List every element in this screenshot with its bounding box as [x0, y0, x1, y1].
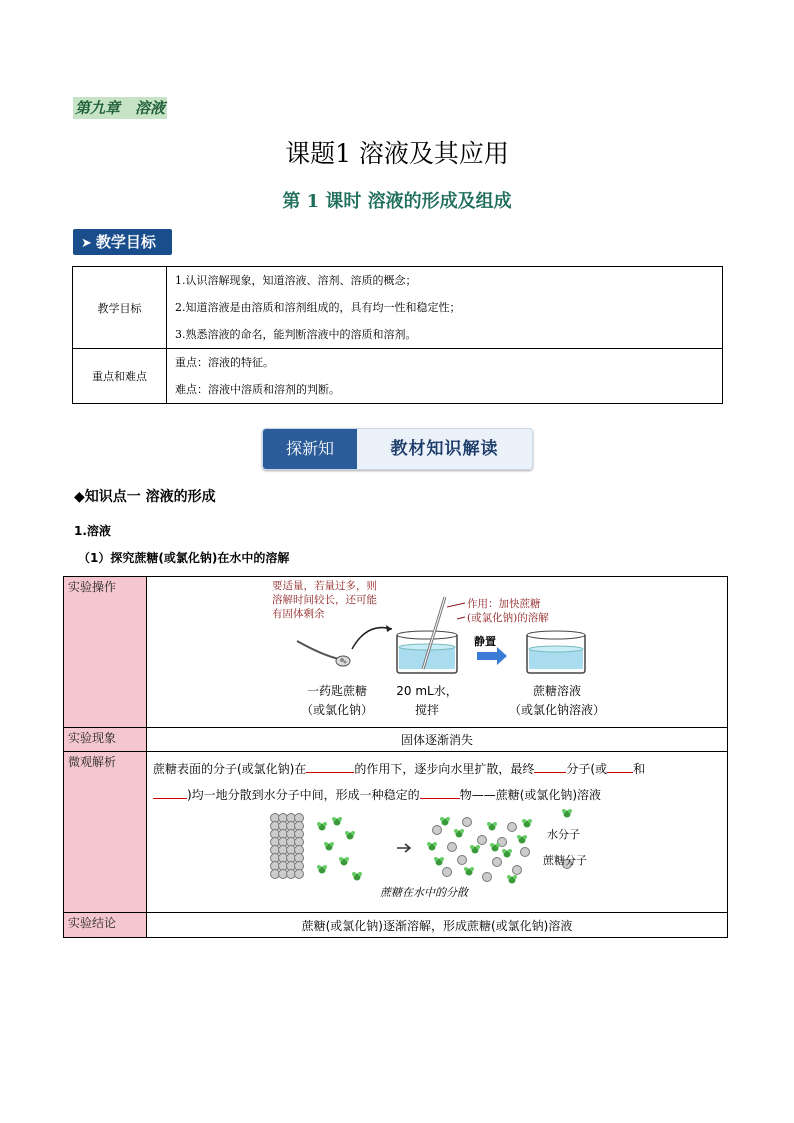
note-line: 要适量，若量过多，则 — [272, 580, 377, 592]
table-header-cell: 教学目标 — [73, 267, 167, 349]
section-banner — [262, 428, 533, 470]
text-fragment: 物——蔗糖(或氯化钠)溶液 — [459, 788, 602, 802]
section-heading: 1.溶液 — [74, 524, 111, 538]
water-molecule-icon — [352, 872, 362, 881]
arrow-icon — [352, 628, 392, 649]
goal-line: 3.熟悉溶液的命名，能判断溶液中的溶质和溶剂。 — [175, 328, 417, 341]
chapter-label: 第九章 溶液 — [75, 99, 166, 117]
note-stirring — [467, 597, 549, 625]
page-title: 课题1 溶液及其应用 — [285, 139, 509, 168]
row-label: 实验操作 — [64, 577, 147, 728]
table-row — [73, 349, 723, 404]
table-content-cell — [167, 267, 723, 349]
note-line: 溶解时间较长，还可能 — [272, 594, 377, 606]
text-fragment: 的作用下，逐步向水里扩散，最终 — [354, 762, 535, 776]
note-amount — [272, 579, 377, 621]
sugar-molecule-icon — [295, 870, 304, 879]
water-molecule-icon — [522, 819, 532, 828]
beaker-icon — [527, 631, 585, 673]
subsection-heading: （1）探究蔗糖(或氯化钠)在水中的溶解 — [78, 551, 290, 565]
sugar-molecule-icon — [443, 868, 452, 877]
water-molecule-icon — [562, 809, 572, 818]
teaching-goal-tag-label: 教学目标 — [95, 233, 156, 251]
caption-line: （或氯化钠） — [300, 703, 373, 717]
note-line: 作用：加快蔗糖 — [467, 598, 541, 610]
sugar-molecule-icon — [493, 858, 502, 867]
sugar-molecule-icon — [513, 866, 522, 875]
caption-line: （或氯化钠溶液） — [508, 703, 605, 717]
caption-sugar — [287, 682, 387, 720]
knowledge-point-heading: ◆知识点一 溶液的形成 — [74, 489, 216, 505]
sugar-molecule-icon — [521, 848, 530, 857]
water-molecule-icon — [517, 835, 527, 844]
caption-water — [387, 682, 467, 720]
caption-line: 搅拌 — [414, 703, 439, 717]
water-molecule-icon — [332, 817, 342, 826]
phenomenon-text: 固体逐渐消失 — [147, 728, 728, 752]
water-molecule-icon — [464, 867, 474, 876]
sugar-molecule-icon — [463, 818, 472, 827]
table-row — [64, 728, 728, 752]
legend-water-label: 水分子 — [547, 828, 580, 841]
water-molecule-icon — [427, 842, 437, 851]
water-molecule-icon — [339, 857, 349, 866]
caption-line: 20 mL水， — [396, 684, 458, 698]
table-row — [64, 752, 728, 913]
stand-arrow-icon — [477, 652, 497, 660]
table-row — [64, 913, 728, 938]
stand-label: 静置 — [474, 635, 496, 648]
spoon-icon — [297, 641, 350, 666]
table-header-cell: 重点和难点 — [73, 349, 167, 404]
diagram-caption: 蔗糖在水中的分散 — [380, 886, 468, 899]
sugar-molecule-icon — [458, 856, 467, 865]
water-molecule-icon — [470, 845, 480, 854]
text-fragment: 蔗糖表面的分子(或氯化钠)在 — [153, 762, 307, 776]
goal-line: 重点：溶液的特征。 — [175, 356, 274, 369]
text-fragment: 和 — [633, 762, 646, 776]
water-molecule-icon — [490, 843, 500, 852]
water-molecule-icon — [440, 817, 450, 826]
table-row — [64, 577, 728, 728]
micro-analysis-cell — [147, 752, 728, 913]
conclusion-text: 蔗糖(或氯化钠)逐渐溶解，形成蔗糖(或氯化钠)溶液 — [147, 913, 728, 938]
water-molecule-icon — [324, 842, 334, 851]
water-molecule-icon — [345, 831, 355, 840]
banner-left-label: 探新知 — [263, 429, 357, 469]
arrow-icon — [397, 844, 410, 852]
operation-illustration-cell — [147, 577, 728, 728]
row-label: 实验现象 — [64, 728, 147, 752]
goal-line: 2.知道溶液是由溶质和溶剂组成的，具有均一性和稳定性； — [175, 301, 461, 314]
sugar-molecule-icon — [483, 873, 492, 882]
water-molecule-icon — [487, 822, 497, 831]
caption-line: 蔗糖溶液 — [532, 684, 581, 698]
legend-sugar-label: 蔗糖分子 — [543, 854, 587, 867]
water-molecule-icon — [317, 822, 327, 831]
teaching-goal-tag — [73, 229, 172, 255]
page-subtitle: 第 1 课时 溶液的形成及组成 — [282, 191, 512, 212]
sugar-molecule-icon — [478, 836, 487, 845]
note-line: 有固体剩余 — [272, 608, 325, 620]
text-fragment: )均一地分散到水分子中间，形成一种稳定的 — [187, 788, 420, 802]
arrow-icon: ➤ — [81, 236, 92, 251]
table-row — [73, 267, 723, 349]
text-fragment: 分子(或 — [566, 762, 608, 776]
water-molecule-icon — [502, 849, 512, 858]
table-content-cell — [167, 349, 723, 404]
sugar-molecule-icon — [508, 823, 517, 832]
water-molecule-icon — [454, 829, 464, 838]
water-molecule-icon — [317, 865, 327, 874]
water-molecule-icon — [434, 857, 444, 866]
sugar-molecule-icon — [433, 826, 442, 835]
caption-line: 一药匙蔗糖 — [306, 684, 367, 698]
banner-right-label: 教材知识解读 — [357, 429, 532, 469]
water-molecule-icon — [507, 875, 517, 884]
sugar-molecule-icon — [448, 843, 457, 852]
teaching-goal-table — [72, 266, 723, 404]
goal-line: 难点：溶液中溶质和溶剂的判断。 — [175, 383, 340, 396]
row-label: 微观解析 — [64, 752, 147, 913]
experiment-table — [63, 576, 728, 938]
goal-line: 1.认识溶解现象，知道溶液、溶剂、溶质的概念； — [175, 274, 417, 287]
caption-solution — [497, 682, 617, 720]
row-label: 实验结论 — [64, 913, 147, 938]
note-line: (或氯化钠)的溶解 — [467, 612, 549, 624]
